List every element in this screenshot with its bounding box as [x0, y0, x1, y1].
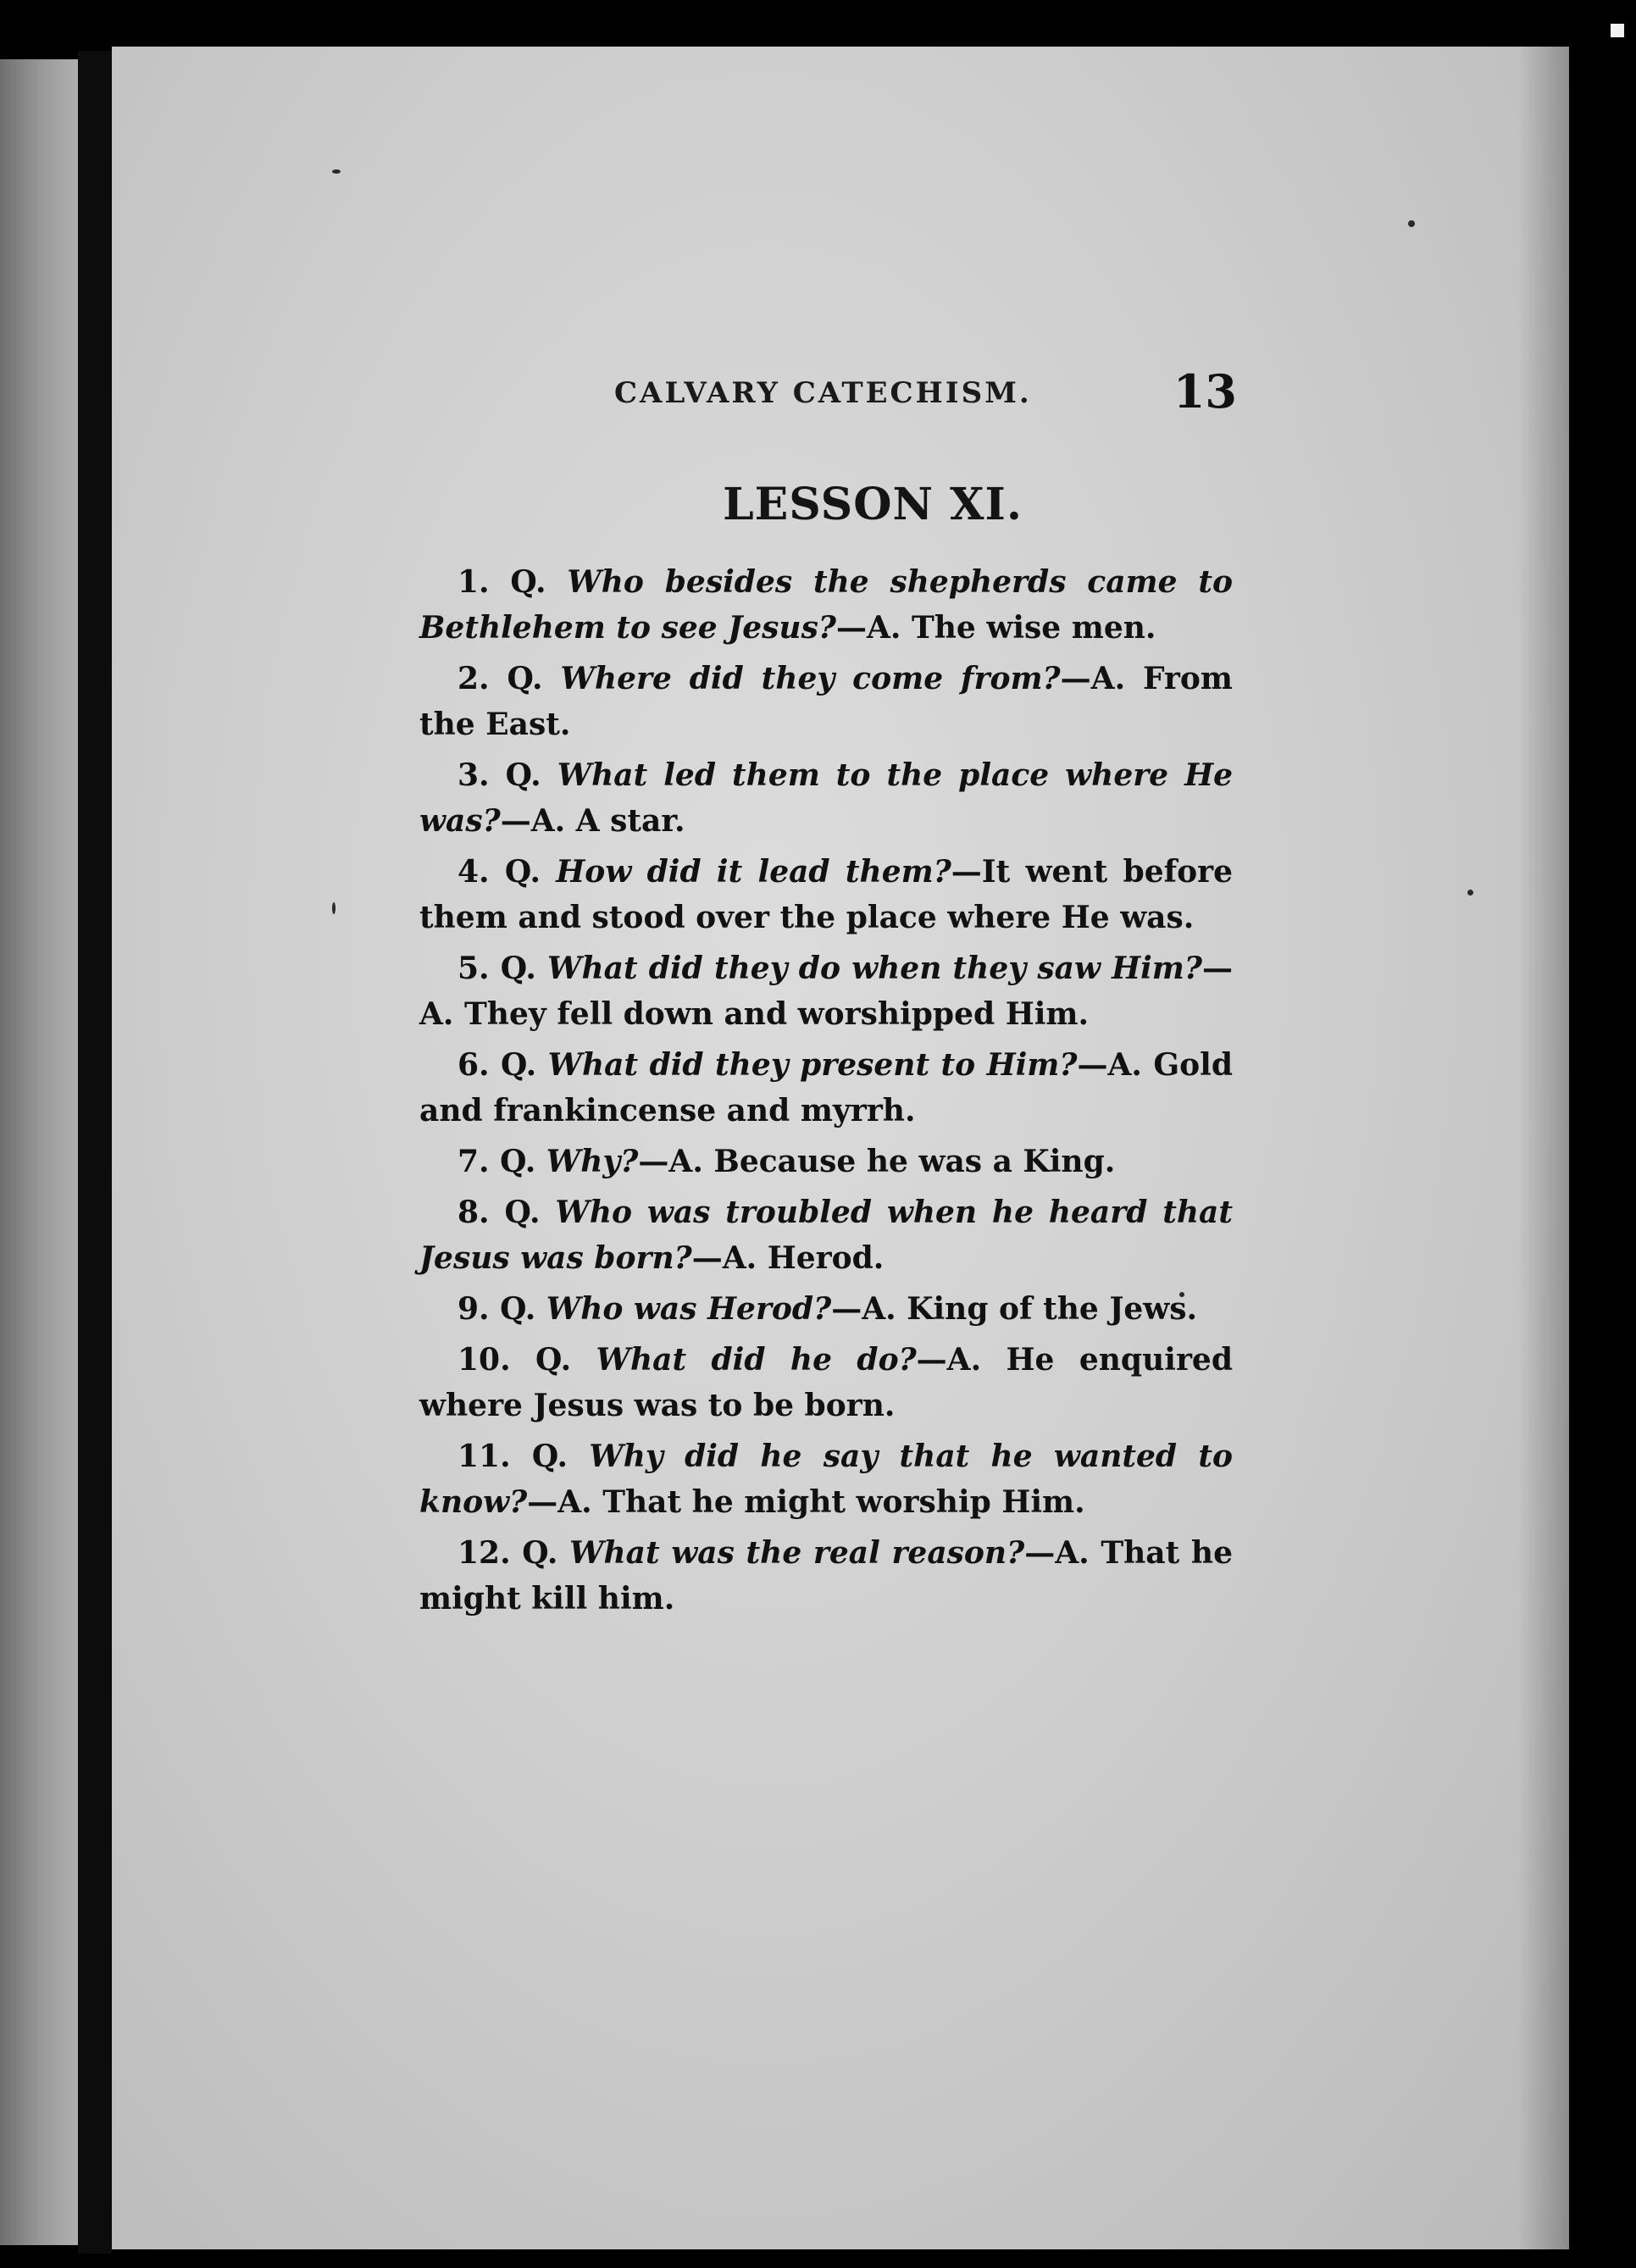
- qa-item: 3. Q. What led them to the place where He was?—A. A star.: [419, 757, 1234, 839]
- answer-text: —A. King of the Jews.: [831, 1291, 1198, 1327]
- question-text: What was the real reason?: [569, 1535, 1025, 1571]
- qa-item: 7. Q. Why?—A. Because he was a King.: [458, 1144, 1116, 1179]
- item-number: 12.: [458, 1535, 511, 1571]
- question-text: Why did he say that he wanted to know?: [419, 1439, 1233, 1520]
- question-text: What did they do when they saw Him?: [547, 951, 1202, 986]
- ink-speck: [1408, 220, 1415, 227]
- item-number: 7.: [458, 1144, 490, 1179]
- qa-item: 6. Q. What did they present to Him?—A. Gold and frankincense and myrrh.: [419, 1047, 1234, 1128]
- qa-item: 11. Q. Why did he say that he wanted to know?—A. That he might worship Him.: [419, 1439, 1233, 1520]
- item-number: 8.: [458, 1195, 490, 1230]
- answer-text: —A. Gold and frankincense and myrrh.: [419, 1047, 1234, 1128]
- answer-text: —A. A star.: [500, 803, 685, 839]
- item-number: 5.: [458, 951, 490, 986]
- qa-item: 9. Q. Who was Herod?—A. King of the Jews.: [458, 1291, 1198, 1327]
- answer-text: —A. That he might worship Him.: [527, 1484, 1085, 1520]
- question-text: Who besides the shepherds came to Bethlehem to see Jesus?: [419, 564, 1233, 646]
- ink-speck: [1467, 890, 1473, 896]
- answer-text: —A. He enquired where Jesus was to be born.: [419, 1342, 1233, 1423]
- qa-item: 4. Q. How did it lead them?—It went before them and stood over the place where He was.: [419, 854, 1233, 935]
- answer-text: —A. They fell down and worshipped Him.: [419, 951, 1233, 1032]
- answer-text: —A. The wise men.: [835, 610, 1156, 646]
- answer-text: —A. Herod.: [691, 1240, 885, 1276]
- question-text: What did they present to Him?: [547, 1047, 1078, 1083]
- page-gutter: [78, 51, 112, 2254]
- qa-item: 8. Q. Who was troubled when he heard that Jesus was born?—A. Herod.: [419, 1195, 1233, 1276]
- question-text: Where did they come from?: [560, 661, 1061, 696]
- corner-mark: [1611, 24, 1624, 37]
- qa-item: 5. Q. What did they do when they saw Him?—A. They fell down and worshipped Him.: [419, 951, 1233, 1032]
- item-number: 10.: [458, 1342, 511, 1378]
- item-number: 11.: [458, 1439, 511, 1474]
- page-number: 13: [1173, 364, 1237, 419]
- question-text: How did it lead them?: [556, 854, 951, 890]
- qa-item: 10. Q. What did he do?—A. He enquired where Jesus was to be born.: [419, 1342, 1233, 1423]
- item-number: 6.: [458, 1047, 490, 1083]
- question-text: What did he do?: [596, 1342, 917, 1378]
- qa-list: [419, 559, 1233, 1627]
- lesson-title: LESSON XI.: [723, 479, 1023, 530]
- qa-item: 2. Q. Where did they come from?—A. From the East.: [419, 661, 1234, 742]
- qa-item: 12. Q. What was the real reason?—A. That he might kill him.: [419, 1535, 1233, 1616]
- item-number: 3.: [458, 757, 490, 793]
- qa-item: 1. Q. Who besides the shepherds came to Bethlehem to see Jesus?—A. The wise men.: [419, 564, 1233, 646]
- answer-text: —A. From the East.: [419, 661, 1234, 742]
- item-number: 1.: [458, 564, 490, 600]
- answer-text: —A. Because he was a King.: [638, 1144, 1116, 1179]
- question-text: Why?: [546, 1144, 639, 1179]
- ink-speck: [332, 902, 336, 914]
- question-text: What led them to the place where He was?: [419, 757, 1234, 839]
- item-number: 4.: [458, 854, 490, 890]
- ink-speck: [332, 169, 341, 174]
- question-text: Who was Herod?: [546, 1291, 832, 1327]
- page-header: [504, 364, 1351, 432]
- question-text: Who was troubled when he heard that Jesus was born?: [419, 1195, 1233, 1276]
- item-number: 9.: [458, 1291, 490, 1327]
- running-head: CALVARY CATECHISM.: [614, 376, 1032, 410]
- page-edge-shadow: [1518, 47, 1569, 2249]
- item-number: 2.: [458, 661, 490, 696]
- answer-text: —It went before them and stood over the place where He was.: [419, 854, 1233, 935]
- answer-text: —A. That he might kill him.: [419, 1535, 1233, 1616]
